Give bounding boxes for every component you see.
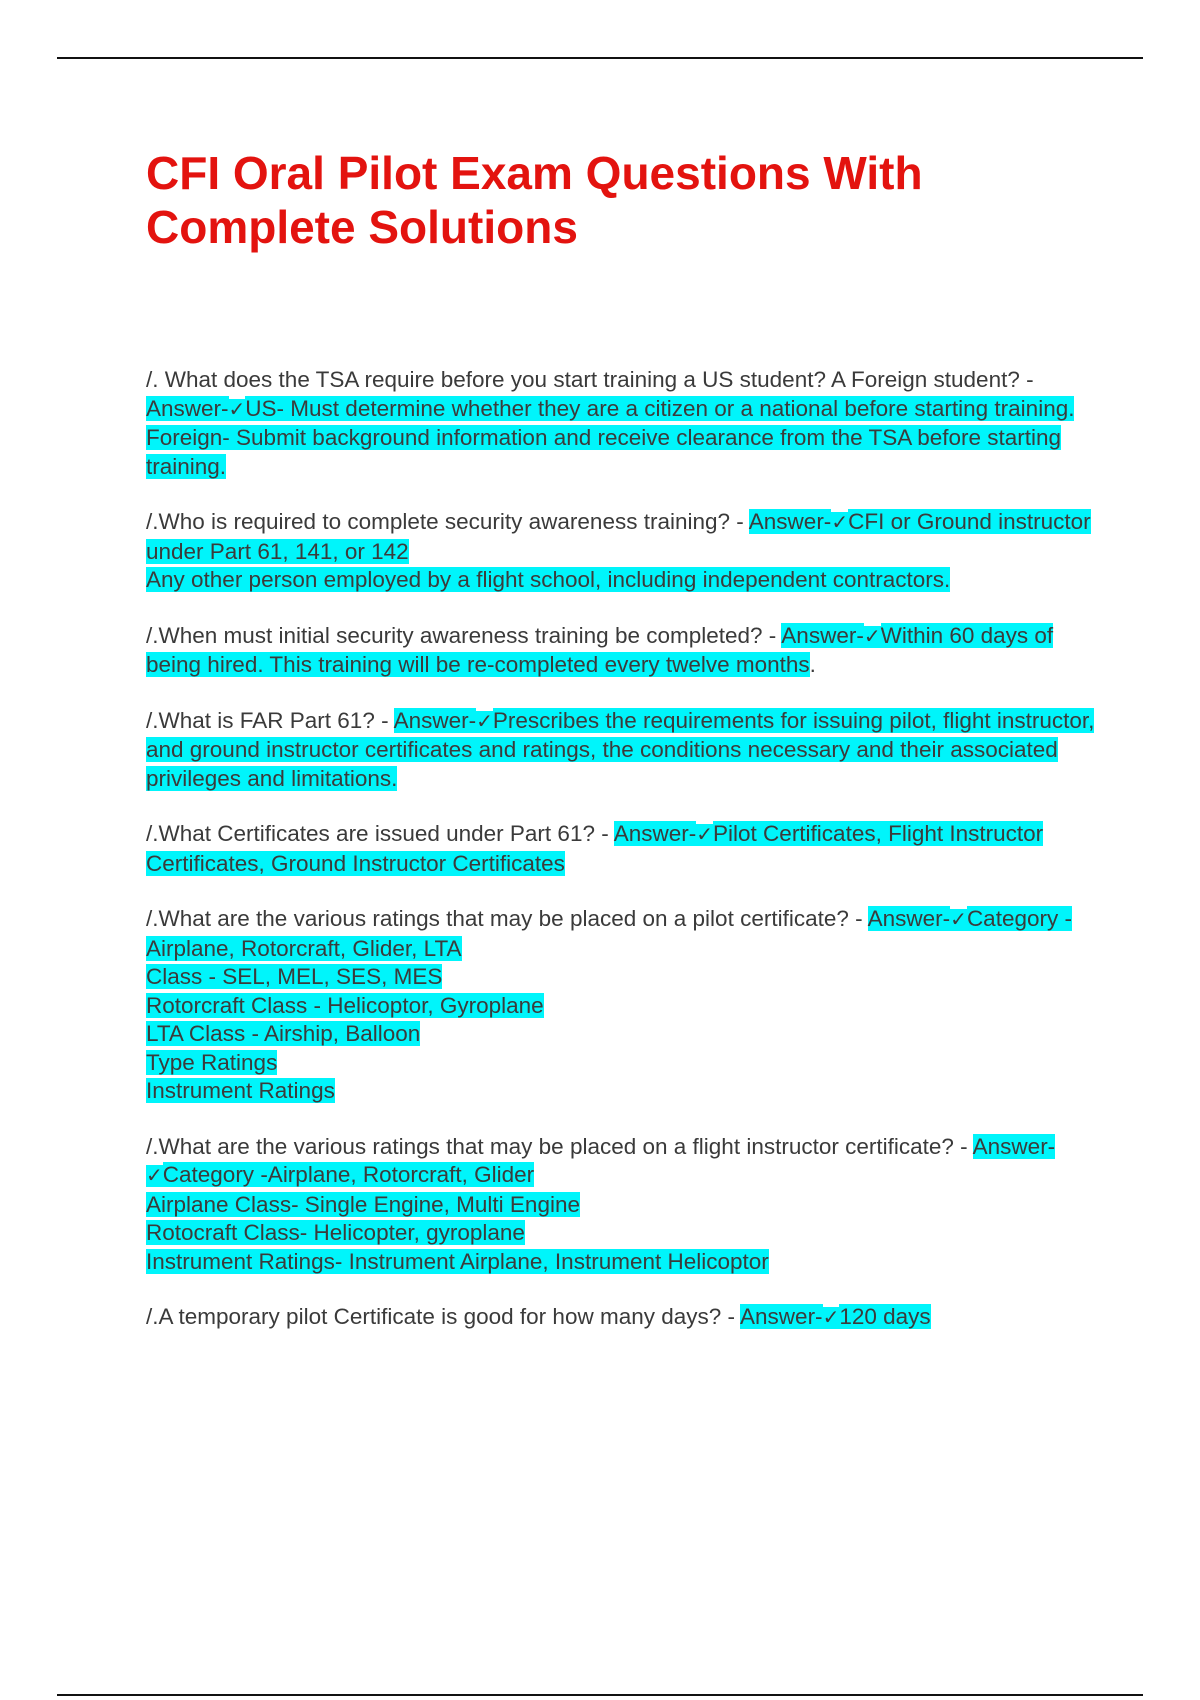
answer-line: Rotocraft Class- Helicopter, gyroplane — [146, 1220, 525, 1245]
answer-line: Class - SEL, MEL, SES, MES — [146, 964, 443, 989]
check-icon: ✓ — [476, 710, 493, 733]
qa-item — [146, 707, 1096, 794]
answer-line: Category -Airplane, Rotorcraft, Glider — [162, 1162, 535, 1187]
answer-prefix: Answer- — [748, 509, 832, 534]
answer-line: Rotorcraft Class - Helicoptor, Gyroplane — [146, 992, 544, 1018]
check-icon: ✓ — [696, 824, 714, 846]
answer-line: LTA Class - Airship, Balloon — [146, 1021, 421, 1046]
question-text: /. What does the TSA require before you start training a US student? A Foreign student? - — [146, 367, 1034, 392]
qa-item — [146, 1133, 1096, 1277]
check-icon: ✓ — [822, 1307, 840, 1329]
answer-line: Prescribes the requirements for issuing pilot, flight instructor, and ground instructor certificates and ratings, the conditions necessary and their associated privileges and limitations. — [146, 707, 1095, 791]
qa-item — [146, 366, 1096, 481]
answer-prefix: Answer- — [781, 622, 864, 648]
question-text: /.What are the various ratings that may be placed on a pilot certificate? - — [146, 906, 868, 931]
question-text: /.What Certificates are issued under Part 61? - — [146, 821, 614, 846]
qa-item — [146, 622, 1096, 680]
qa-item — [146, 820, 1096, 878]
bottom-rule — [57, 1694, 1143, 1696]
question-text: /.Who is required to complete security awareness training? - — [146, 509, 749, 534]
check-icon: ✓ — [228, 398, 246, 421]
answer-line: US- Must determine whether they are a citizen or a national before starting training. — [245, 395, 1075, 421]
check-icon: ✓ — [950, 909, 967, 931]
answer-prefix: Answer- — [867, 906, 951, 931]
question-text: /.When must initial security awareness training be completed? - — [146, 622, 782, 648]
answer-line: CFI or Ground instructor under Part 61, 141, or 142 — [146, 509, 1091, 564]
check-icon: ✓ — [863, 625, 881, 648]
qa-item — [146, 508, 1096, 595]
answer-line: Category - Airplane, Rotorcraft, Glider, LTA — [146, 906, 1072, 961]
answer-line: Foreign- Submit background information and receive clearance from the TSA before starting training. — [146, 425, 1062, 479]
top-rule — [57, 57, 1143, 59]
question-text: /.What is FAR Part 61? - — [146, 707, 394, 733]
answer-prefix: Answer- — [740, 1304, 823, 1329]
answer-line: Instrument Ratings- Instrument Airplane, Instrument Helicoptor — [146, 1248, 769, 1274]
answer-line: Airplane Class- Single Engine, Multi Engine — [146, 1191, 580, 1217]
answer-line: Instrument Ratings — [146, 1078, 335, 1103]
answer-line: Type Ratings — [146, 1049, 278, 1075]
trailing-punctuation: . — [809, 652, 816, 677]
answer-line: Within 60 days of being hired. This training will be re-completed every twelve months — [146, 622, 1054, 677]
answer-prefix: Answer- — [972, 1133, 1056, 1159]
check-icon: ✓ — [146, 1165, 163, 1187]
answer-prefix: Answer- — [613, 821, 697, 846]
qa-item — [146, 905, 1096, 1106]
answer-prefix: Answer- — [393, 707, 477, 733]
question-text: /.What are the various ratings that may be placed on a flight instructor certificate? - — [146, 1133, 973, 1159]
document-title: CFI Oral Pilot Exam Questions With Complete Solutions — [146, 147, 923, 253]
qa-list — [146, 366, 1096, 1333]
answer-prefix: Answer- — [146, 395, 229, 421]
check-icon: ✓ — [831, 512, 849, 534]
answer-line: Pilot Certificates, Flight Instructor Certificates, Ground Instructor Certificates — [146, 821, 1044, 876]
answer-line: Any other person employed by a flight school, including independent contractors. — [146, 567, 951, 592]
question-text: /.A temporary pilot Certificate is good for how many days? - — [146, 1304, 741, 1329]
qa-item — [146, 1303, 1096, 1333]
answer-line: 120 days — [839, 1304, 931, 1329]
